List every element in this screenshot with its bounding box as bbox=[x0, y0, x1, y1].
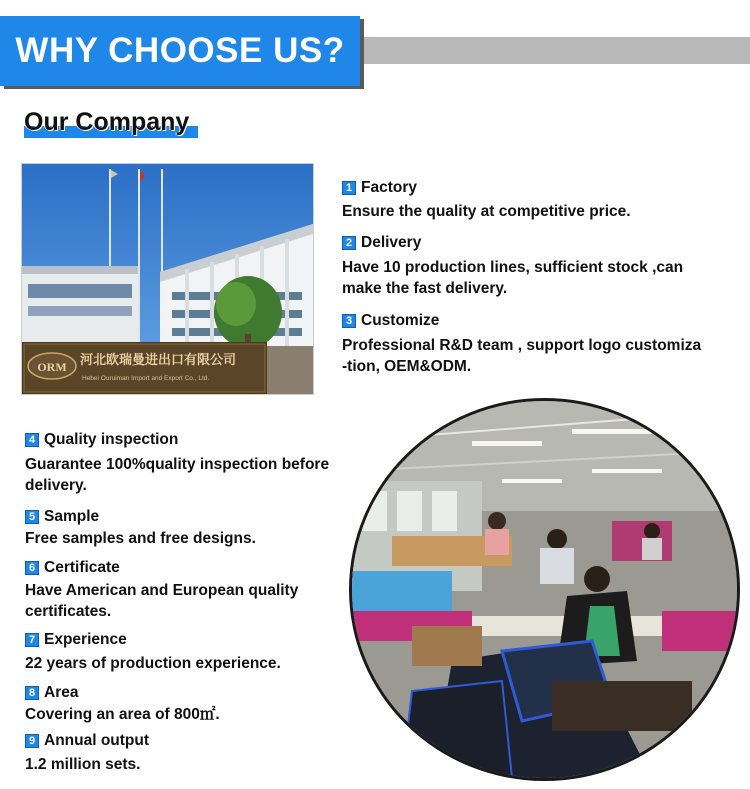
number-badge-5: 5 bbox=[25, 510, 39, 524]
feature-title: Area bbox=[44, 684, 79, 701]
feature-desc-line: Professional R&D team , support logo customiza bbox=[342, 337, 702, 354]
feature-title: Factory bbox=[361, 179, 417, 196]
number-badge-7: 7 bbox=[25, 633, 39, 647]
number-badge-4: 4 bbox=[25, 433, 39, 447]
feature-title: Sample bbox=[44, 508, 100, 525]
feature-desc-line: 22 years of production experience. bbox=[25, 655, 281, 672]
feature-desc-line: Have 10 production lines, sufficient stock ,can bbox=[342, 259, 684, 276]
number-badge-8: 8 bbox=[25, 686, 39, 700]
feature-desc-line: make the fast delivery. bbox=[342, 280, 508, 297]
feature-experience bbox=[25, 630, 281, 674]
feature-title: Annual output bbox=[44, 732, 150, 749]
feature-desc-line: delivery. bbox=[25, 477, 87, 494]
feature-desc-line: certificates. bbox=[25, 603, 112, 620]
feature-desc-line: Free samples and free designs. bbox=[25, 530, 256, 547]
header-banner bbox=[0, 16, 360, 86]
feature-desc-line: Have American and European quality bbox=[25, 582, 299, 599]
feature-certificate bbox=[25, 558, 298, 622]
feature-annual-output bbox=[25, 731, 149, 775]
feature-desc-line: -tion, OEM&ODM. bbox=[342, 358, 472, 375]
workshop-photo bbox=[349, 398, 740, 781]
feature-title: Certificate bbox=[44, 559, 120, 576]
feature-desc-line: 1.2 million sets. bbox=[25, 756, 141, 773]
feature-desc-line: Covering an area of 800㎡. bbox=[25, 706, 220, 723]
section-subtitle bbox=[24, 108, 189, 137]
feature-customize bbox=[342, 311, 701, 377]
feature-factory bbox=[342, 178, 631, 222]
feature-desc-line: Ensure the quality at competitive price. bbox=[342, 203, 631, 220]
number-badge-3: 3 bbox=[342, 314, 356, 328]
feature-quality-inspection bbox=[25, 430, 329, 496]
number-badge-1: 1 bbox=[342, 181, 356, 195]
feature-title: Experience bbox=[44, 631, 127, 648]
feature-sample bbox=[25, 507, 256, 549]
number-badge-2: 2 bbox=[342, 236, 356, 250]
feature-desc-line: Guarantee 100%quality inspection before bbox=[25, 456, 330, 473]
number-badge-9: 9 bbox=[25, 734, 39, 748]
sign-logo: ORM bbox=[37, 360, 67, 374]
header-title: WHY CHOOSE US? bbox=[15, 31, 345, 70]
feature-area bbox=[25, 683, 220, 725]
number-badge-6: 6 bbox=[25, 561, 39, 575]
sign-en-name: Hebei Ouruiman Import and Export Co., Ltd. bbox=[82, 375, 210, 382]
factory-photo bbox=[21, 163, 314, 395]
feature-title: Quality inspection bbox=[44, 431, 179, 448]
feature-delivery bbox=[342, 233, 683, 299]
feature-title: Customize bbox=[361, 312, 440, 329]
sign-cn-name: 河北欧瑞曼进出口有限公司 bbox=[80, 353, 237, 368]
subtitle-text: Our Company bbox=[24, 108, 190, 136]
feature-title: Delivery bbox=[361, 234, 422, 251]
